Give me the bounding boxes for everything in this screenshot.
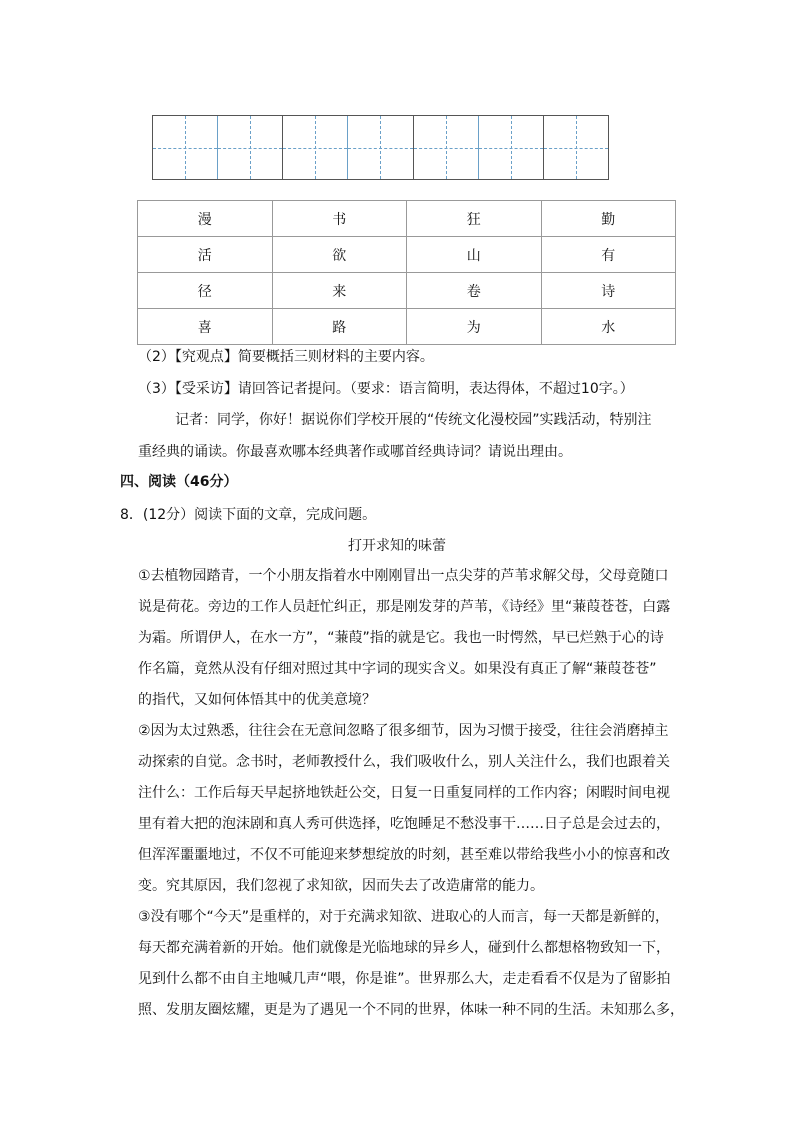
article-line: 为霜。所谓伊人，在水一方”，“蒹葭”指的就是它。我也一时愕然，早已烂熟于心的诗 [138, 630, 664, 646]
article-title: 打开求知的味蕾 [348, 538, 446, 554]
table-cell: 书 [272, 201, 407, 237]
article-line: 见到什么都不由自主地喊几声“喂，你是谁”。世界那么大，走走看看不仅是为了留影拍 [138, 971, 671, 987]
table-cell: 径 [138, 273, 273, 309]
article-line: 动探索的自觉。念书时，老师教授什么，我们吸收什么，别人关注什么，我们也跟着关 [138, 754, 670, 770]
article-line: 的指代，又如何体悟其中的优美意境？ [138, 692, 376, 708]
table-cell: 有 [541, 237, 676, 273]
article-line: 每天都充满着新的开始。他们就像是光临地球的异乡人，碰到什么都想格物致知一下， [138, 940, 670, 956]
table-cell: 勤 [541, 201, 676, 237]
table-cell: 狂 [407, 201, 542, 237]
table-cell: 卷 [407, 273, 542, 309]
grid-cell [283, 116, 348, 179]
table-row [138, 273, 676, 309]
reporter-text-line: 记者：同学，你好！据说你们学校开展的“传统文化漫校园”实践活动，特别注 [175, 412, 652, 428]
table-cell: 为 [407, 309, 542, 345]
article-line: ①去植物园踏青，一个小朋友指着水中刚刚冒出一点尖芽的芦苇求解父母，父母竟随口 [138, 568, 669, 584]
grid-cell [414, 116, 479, 179]
article-line: 里有着大把的泡沫剧和真人秀可供选择，吃饱睡足不愁没事干……日子总是会过去的， [138, 816, 670, 832]
section-heading: 四、阅读（46分） [120, 474, 238, 490]
table-row [138, 201, 676, 237]
article-line: 作名篇，竟然从没有仔细对照过其中字词的现实含义。如果没有真正了解“蒹葭苍苍” [138, 661, 657, 677]
question-3: （3）【受采访】请回答记者提问。（要求：语言简明，表达得体，不超过10字。） [138, 381, 634, 397]
table-cell: 水 [541, 309, 676, 345]
article-line: 说是荷花。旁边的工作人员赶忙纠正，那是刚发芽的芦苇，《诗经》里“蒹葭苍苍，白露 [138, 599, 671, 615]
table-cell: 喜 [138, 309, 273, 345]
grid-cell [479, 116, 544, 179]
table-row [138, 237, 676, 273]
article-line: 照、发朋友圈炫耀，更是为了遇见一个不同的世界，体味一种不同的生活。未知那么多， [138, 1002, 684, 1018]
article-line: 注什么：工作后每天早起挤地铁赶公交，日复一日重复同样的工作内容；闲暇时间电视 [138, 785, 670, 801]
table-cell: 山 [407, 237, 542, 273]
character-table [137, 200, 676, 345]
table-cell: 活 [138, 237, 273, 273]
grid-cell [153, 116, 218, 179]
writing-grid [152, 115, 609, 180]
grid-cell [348, 116, 413, 179]
article-line: ②因为太过熟悉，往往会在无意间忽略了很多细节，因为习惯于接受，往往会消磨掉主 [138, 723, 669, 739]
grid-cell [218, 116, 283, 179]
question-2: （2）【究观点】简要概括三则材料的主要内容。 [138, 349, 434, 365]
table-cell: 路 [272, 309, 407, 345]
table-cell: 欲 [272, 237, 407, 273]
article-line: 但浑浑噩噩地过，不仅不可能迎来梦想绽放的时刻，甚至难以带给我些小小的惊喜和改 [138, 847, 670, 863]
grid-cell [544, 116, 608, 179]
table-cell: 漫 [138, 201, 273, 237]
question-8: 8．(12分）阅读下面的文章，完成问题。 [120, 507, 377, 523]
table-cell: 来 [272, 273, 407, 309]
table-row [138, 309, 676, 345]
reporter-text-line: 重经典的诵读。你最喜欢哪本经典著作或哪首经典诗词？请说出理由。 [138, 444, 572, 460]
article-line: ③没有哪个“今天”是重样的，对于充满求知欲、进取心的人而言，每一天都是新鲜的， [138, 909, 670, 925]
table-cell: 诗 [541, 273, 676, 309]
article-line: 变。究其原因，我们忽视了求知欲，因而失去了改造庸常的能力。 [138, 878, 544, 894]
